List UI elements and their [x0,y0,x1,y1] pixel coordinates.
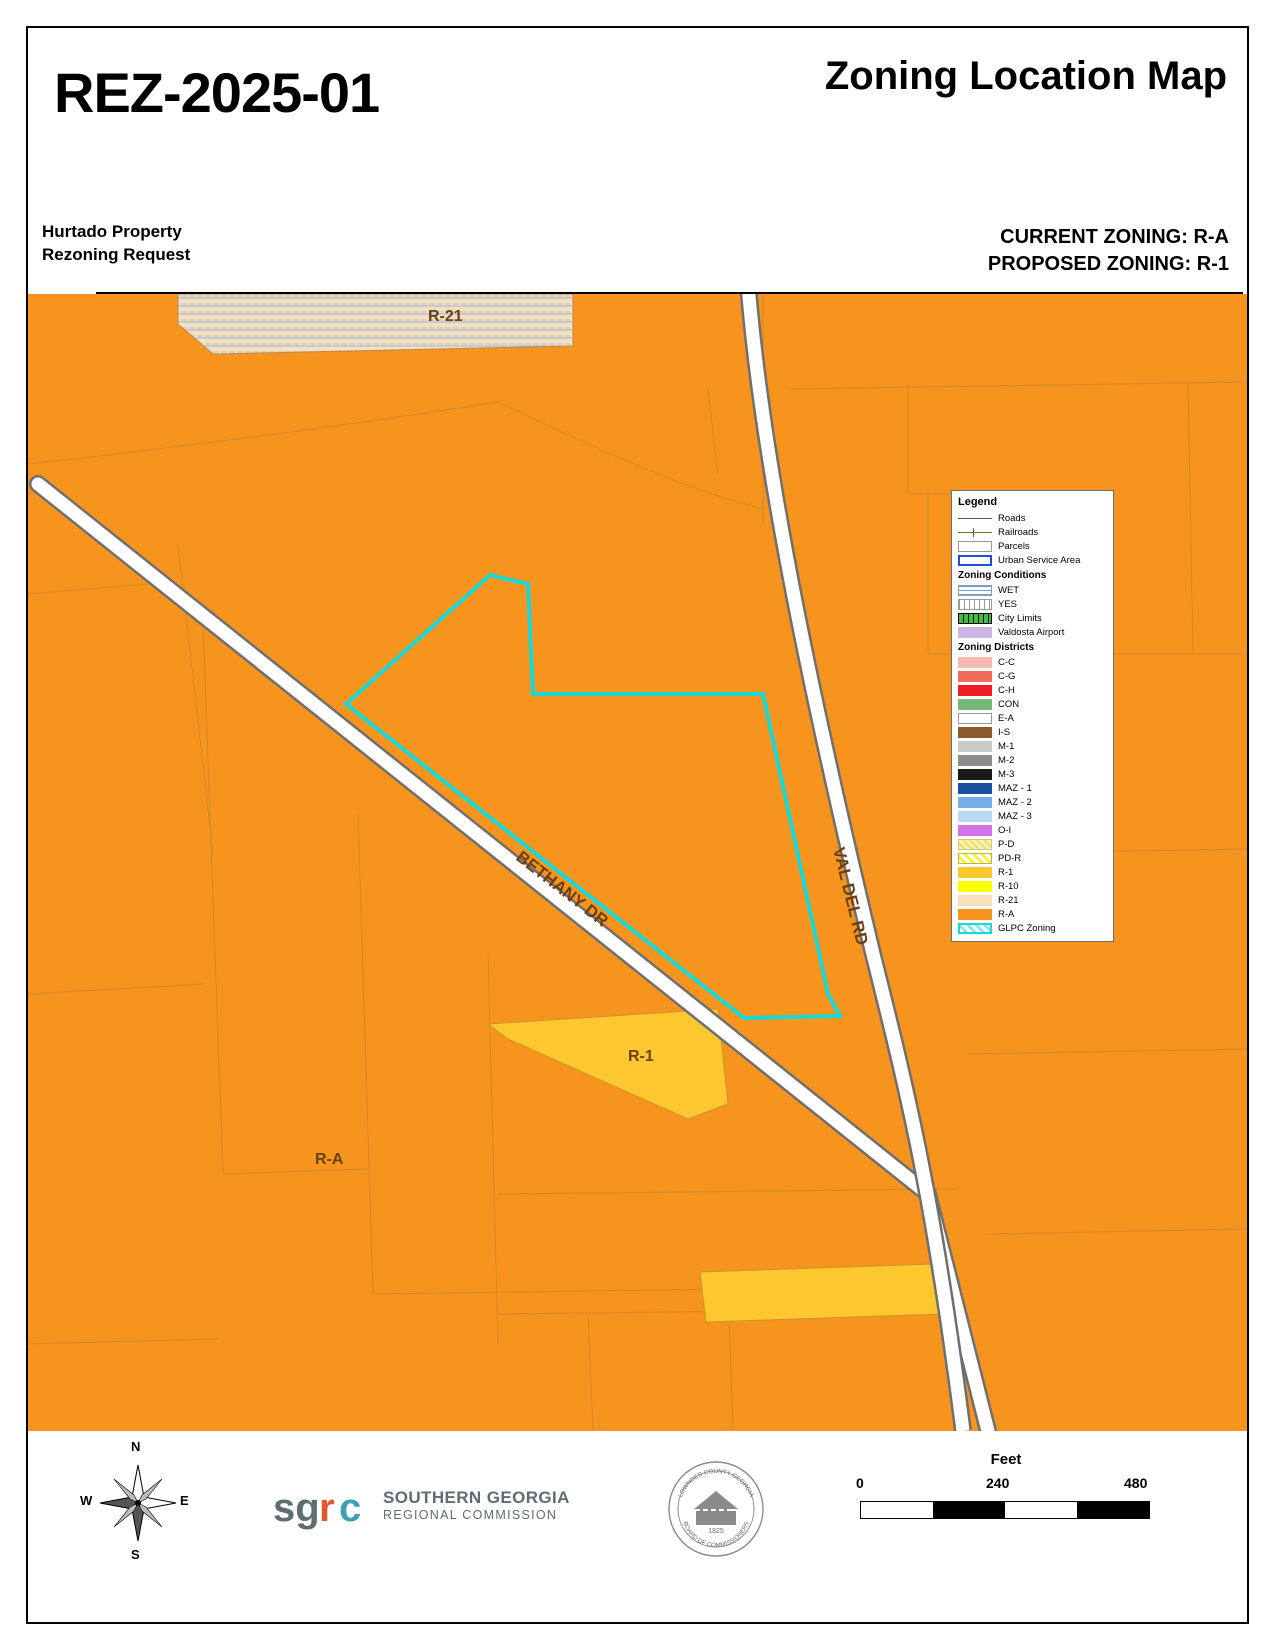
legend-item-ea [958,711,1107,725]
seal-bottom-text: BOARD OF COMMISSIONERS [681,1520,751,1550]
legend-label: R-21 [998,894,1019,906]
legend-item-r10 [958,879,1107,893]
legend-item-maz3 [958,809,1107,823]
legend-item-is [958,725,1107,739]
cg-swatch-icon [958,671,992,682]
subject-line-2: Rezoning Request [42,244,191,264]
legend-label: WET [998,584,1020,596]
glpc-zoning-swatch-icon [958,923,992,934]
legend-label: P-D [998,838,1015,850]
legend-label: Valdosta Airport [998,626,1065,638]
pdr-swatch-icon [958,853,992,864]
svg-text:c: c [339,1486,362,1530]
legend-item-ch [958,683,1107,697]
compass-star [100,1465,176,1541]
parcels-swatch-icon [958,541,992,552]
legend-item-oi [958,823,1107,837]
m1-swatch-icon [958,741,992,752]
zone-polygon-r21 [178,294,573,354]
ea-swatch-icon [958,713,992,724]
zoning-status-block [988,224,1229,278]
urban-service-area-swatch-icon [958,555,992,566]
legend-item-cg [958,669,1107,683]
svg-text:sg: sg [273,1486,320,1530]
legend-item-roads [958,511,1107,525]
legend-item-ra [958,907,1107,921]
wet-swatch-icon [958,585,992,596]
legend-label: Railroads [998,526,1039,538]
legend-label: C-G [998,670,1016,682]
proposed-zoning-text: PROPOSED ZONING: R-1 [987,253,1229,275]
legend-item-r1 [958,865,1107,879]
scale-units-label: Feet [990,1451,1022,1468]
legend-item-railroads [958,525,1107,539]
m3-swatch-icon [958,769,992,780]
ra-swatch-icon [958,909,992,920]
r10-swatch-icon [958,881,992,892]
scale-tick-0: 0 [856,1475,864,1491]
maz3-swatch-icon [958,811,992,822]
sgrc-line-2: REGIONAL COMMISSION [383,1508,558,1523]
legend-label: I-S [998,726,1011,738]
legend-label: M-2 [998,754,1015,766]
legend-label: CON [998,698,1020,710]
legend-label: R-1 [998,866,1014,878]
legend-label: R-10 [998,880,1019,892]
yes-swatch-icon [958,599,992,610]
current-zoning-text: CURRENT ZONING: R-A [1000,226,1229,248]
legend-item-glpc-zoning [958,921,1107,935]
compass-north-label: N [131,1439,141,1454]
legend-group-zoning-conditions: Zoning Conditions [958,570,1047,581]
legend-label: MAZ - 3 [998,810,1032,822]
legend-item-parcels [958,539,1107,553]
legend-label: PD-R [998,852,1022,864]
legend-label: Roads [998,512,1026,524]
roads-line-icon [958,513,992,524]
legend-label: Urban Service Area [998,554,1081,566]
legend-label: E-A [998,712,1014,724]
legend-item-con [958,697,1107,711]
legend-label: R-A [998,908,1015,920]
sgrc-logo [273,1479,603,1539]
compass-west-label: W [80,1493,93,1508]
county-seal [666,1459,766,1559]
zone-label-r1: R-1 [628,1048,654,1065]
seal-year: 1825 [708,1528,724,1535]
subject-line-1: Hurtado Property [42,222,182,241]
legend-label: Parcels [998,540,1030,552]
scale-bar [856,1451,1156,1541]
ch-swatch-icon [958,685,992,696]
maz1-swatch-icon [958,783,992,794]
legend-item-r21 [958,893,1107,907]
sgrc-line-1: SOUTHERN GEORGIA [383,1488,570,1507]
legend-label: O-I [998,824,1012,836]
compass-rose [78,1439,198,1563]
legend-item-urban-service-area [958,553,1107,567]
map-header [28,28,1247,294]
seal-top-text: LOWNDES COUNTY GEORGIA [677,1467,755,1499]
legend-item-m1 [958,739,1107,753]
legend-label: C-C [998,656,1015,668]
map-footer [28,1431,1247,1622]
legend-label: GLPC Zoning [998,922,1056,934]
city-limits-swatch-icon [958,613,992,624]
compass-east-label: E [180,1493,189,1508]
legend-item-m2 [958,753,1107,767]
pd-swatch-icon [958,839,992,850]
con-swatch-icon [958,699,992,710]
legend-label: C-H [998,684,1015,696]
scale-tick-2: 480 [1124,1475,1148,1491]
legend-item-m3 [958,767,1107,781]
railroad-line-icon [958,527,992,538]
legend-label: M-1 [998,740,1015,752]
zone-label-ra: R-A [315,1151,344,1168]
svg-text:r: r [319,1486,335,1530]
legend-title: Legend [958,496,998,508]
valdosta-airport-swatch-icon [958,627,992,638]
legend-item-yes [958,597,1107,611]
legend-label: YES [998,598,1018,610]
m2-swatch-icon [958,755,992,766]
road-label-bethany-dr: BETHANY DR [512,847,612,931]
cc-swatch-icon [958,657,992,668]
legend-item-maz2 [958,795,1107,809]
legend-label: City Limits [998,612,1042,624]
legend-label: M-3 [998,768,1015,780]
is-swatch-icon [958,727,992,738]
road-label-val-del-rd: VAL DEL RD [829,845,872,948]
legend-item-wet [958,583,1107,597]
legend-item-cc [958,655,1107,669]
legend-item-pd [958,837,1107,851]
maz2-swatch-icon [958,797,992,808]
legend-label: MAZ - 2 [998,796,1032,808]
legend-item-valdosta-airport [958,625,1107,639]
page-title: Zoning Location Map [824,54,1227,98]
legend-group-zoning-districts: Zoning Districts [958,642,1035,653]
legend-label: MAZ - 1 [998,782,1032,794]
subject-block [42,221,190,267]
zone-label-r21: R-21 [428,308,463,325]
scale-bar-graphic [860,1501,1150,1519]
legend-item-city-limits [958,611,1107,625]
legend-item-maz1 [958,781,1107,795]
oi-swatch-icon [958,825,992,836]
case-number: REZ-2025-01 [54,61,380,124]
compass-south-label: S [131,1547,140,1562]
r21-swatch-icon [958,895,992,906]
scale-tick-1: 240 [986,1475,1010,1491]
legend-item-pdr [958,851,1107,865]
legend-panel [951,490,1114,942]
sgrc-wordmark [383,1487,570,1524]
zone-polygon-r1-lower [700,1264,943,1322]
r1-swatch-icon [958,867,992,878]
